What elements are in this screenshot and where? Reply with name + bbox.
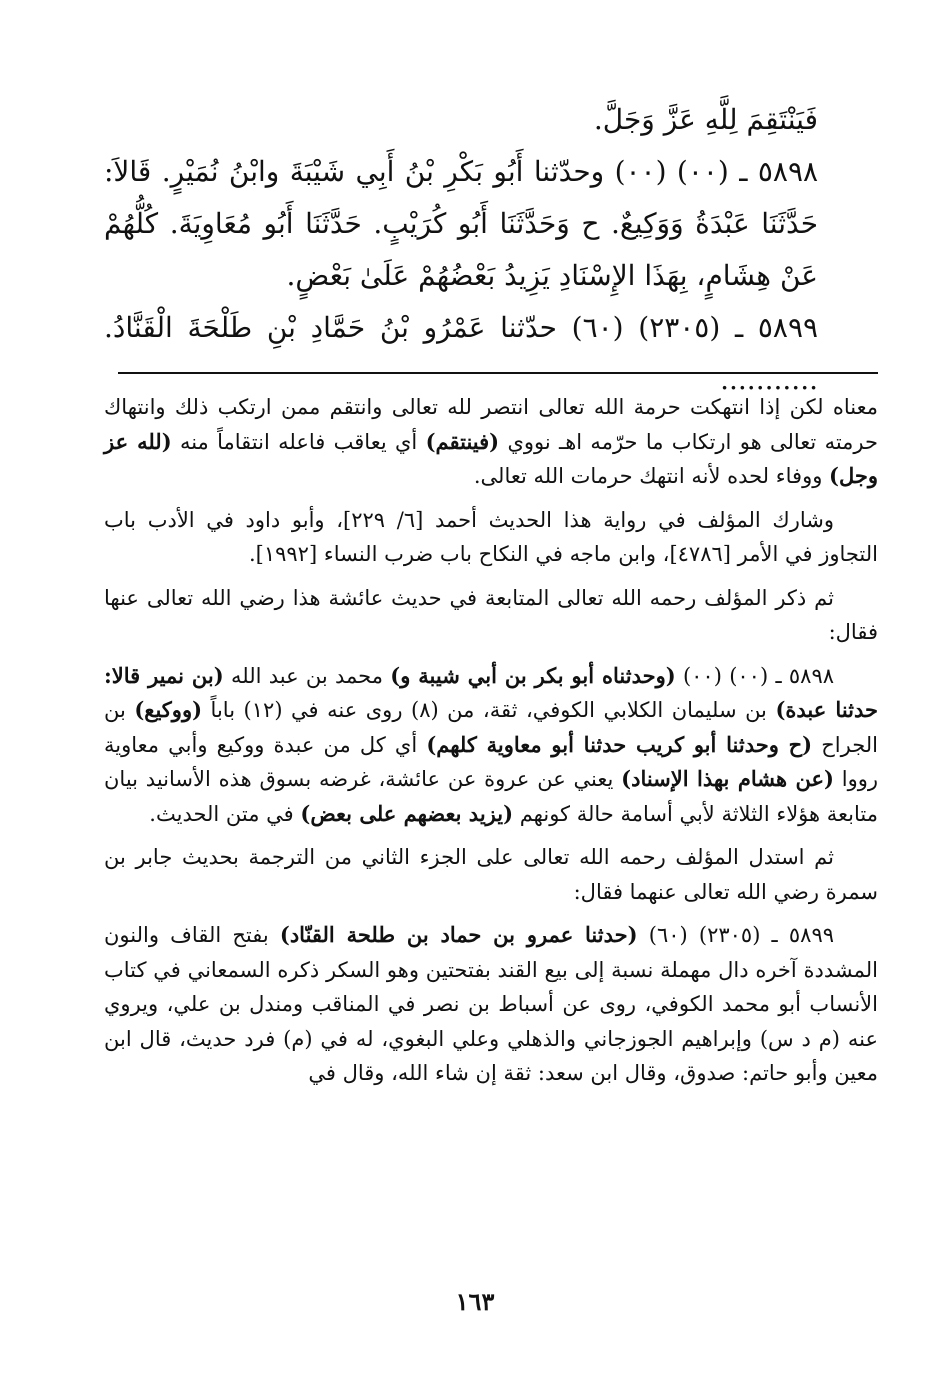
commentary-block — [104, 390, 878, 1100]
commentary-paragraph-5: ثم استدل المؤلف رحمه الله تعالى على الجزء الثاني من الترجمة بحديث جابر بن سمرة رضي الله تعالى عنهما فقال: — [104, 845, 878, 904]
text-run: أي يعاقب فاعله انتقاماً منه — [171, 429, 426, 454]
text-run: أي كل من عبدة ووكيع وأبي معاوية رووا — [104, 732, 878, 791]
bold-quote: (يزيد بعضهم على بعض) — [300, 800, 514, 826]
bold-quote: (وحدثناه أبو بكر بن أبي شيبة و) — [390, 662, 676, 688]
text-run: بن الجراح — [104, 698, 878, 757]
hadith-text-block — [104, 94, 818, 406]
hadith-5899: ٥٨٩٩ ـ (٢٣٠٥) (٦٠) حدّثنا عَمْرُو بْنُ حَمَّادِ بْنِ طَلْحَةَ الْقَنَّادُ. ........... — [104, 311, 819, 396]
bold-quote: (ووكيع) — [134, 697, 203, 722]
commentary-paragraph-3: ثم ذكر المؤلف رحمه الله تعالى المتابعة في حديث عائشة هذا رضي الله تعالى عنها فقال: — [104, 585, 878, 644]
text-run: محمد بن عبد الله — [223, 663, 391, 688]
bold-quote: (ح وحدثنا أبو كريب حدثنا أبو معاوية كلهم) — [426, 731, 813, 757]
hadith-5898: ٥٨٩٨ ـ (٠٠) (٠٠) وحدّثنا أَبُو بَكْرِ بْنُ أَبِي شَيْبَةَ وابْنُ نُمَيْرٍ. قَالاَ: حَدَّثَنَا عَبْدَةُ وَوَكِيعٌ. ح وَحَدَّثَنَا أَبُو كُرَيْبٍ. حَدَّثَنَا أَبُو مُعَاوِيَةَ. كُلُّهُمْ عَنْ هِشَامٍ، بِهَذَا الإِسْنَادِ يَزِيدُ بَعْضُهُمْ عَلَىٰ بَعْضٍ. — [104, 155, 819, 292]
bold-quote: (حدثنا عمرو بن حماد بن طلحة القنّاد) — [279, 922, 638, 947]
footnote-separator — [118, 372, 878, 374]
text-run: يعني عن عروة عن عائشة، غرضه بسوق هذه الأسانيد بيان متابعة هؤلاء الثلاثة لأبي أسامة حالة كونهم — [104, 767, 878, 826]
text-run: ٥٨٩٨ ـ (٠٠) (٠٠) — [675, 663, 835, 688]
text-run: ٥٨٩٩ ـ (٢٣٠٥) (٦٠) — [637, 923, 835, 947]
bold-quote: (بن نمير قالا: حدثنا عبدة) — [104, 662, 879, 722]
bold-quote: (فينتقم) — [425, 428, 500, 454]
bold-quote: (عن هشام بهذا الإسناد) — [621, 766, 834, 791]
commentary-paragraph-2: وشارك المؤلف في رواية هذا الحديث أحمد [٦/ ٢٢٩]، وأبو داود في الأدب باب التجاوز في الأمر [٤٧٨٦]، وابن ماجه في النكاح باب ضرب النساء [١٩٩٢]. — [104, 507, 878, 566]
text-run: بفتح القاف والنون المشددة آخره دال مهملة نسبة إلى بيع القند بفتحتين وهو السكر ذكره السمعاني في كتاب الأنساب أبو محمد الكوفي، روى عن أسباط بن نصر في المناقب ومندل بن علي، ويروي عنه (م د س) وإبراهيم الجوزجاني والذهلي وعلي البغوي، له في (م) فرد حديث، قال ابن معين وأبو حاتم: صدوق، وقال ابن سعد: ثقة إن شاء الله، وقال في — [104, 923, 878, 1085]
commentary-paragraph-4 — [104, 659, 878, 832]
commentary-paragraph-6 — [104, 918, 878, 1091]
text-run: معناه لكن إذا انتهكت حرمة الله تعالى انتصر لله تعالى وانتقم ممن ارتكب ذلك وانتهاك حرمته تعالى هو ارتكاب ما حرّمه اهـ نووي — [104, 395, 878, 454]
text-run: بن سليمان الكلابي الكوفي، ثقة، من (٨) روى عنه في (١٢) باباً — [202, 698, 776, 722]
hadith-intro-line: فَيَنْتَقِمَ لِلَّهِ عَزَّ وَجَلَّ. — [593, 103, 818, 136]
page-number: ١٦٣ — [455, 1287, 495, 1316]
bold-quote: (لله عز وجل) — [104, 428, 878, 488]
text-run: ووفاء لحده لأنه انتهك حرمات الله تعالى. — [473, 464, 830, 488]
text-run: في متن الحديث. — [149, 801, 301, 826]
commentary-paragraph-1 — [104, 390, 878, 494]
